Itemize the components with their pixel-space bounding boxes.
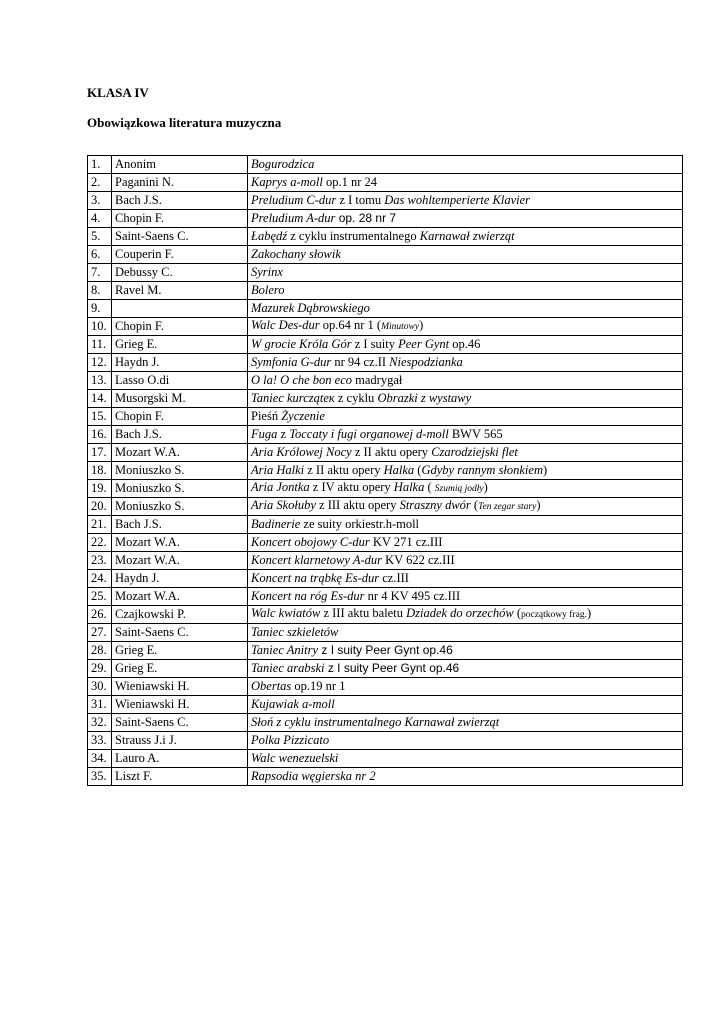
work-text-segment: z I suity Peer Gynt op.46 <box>324 661 460 675</box>
table-row <box>88 246 683 264</box>
table-row <box>88 318 683 336</box>
composer-cell: Liszt F. <box>112 768 248 786</box>
work-text-segment: Bolero <box>251 283 285 297</box>
table-row <box>88 462 683 480</box>
work-cell <box>248 210 683 228</box>
work-text-segment: Toccaty i fugi organowej d-moll <box>289 427 449 441</box>
work-text-segment: madrygał <box>352 373 403 387</box>
table-row <box>88 570 683 588</box>
work-text-segment: z cyklu instrumentalnego <box>287 229 420 243</box>
work-cell <box>248 444 683 462</box>
work-text-segment: Preludium C-dur <box>251 193 337 207</box>
table-row <box>88 444 683 462</box>
work-text-segment: Straszny dwór <box>399 498 471 512</box>
row-number: 14. <box>88 390 112 408</box>
table-row <box>88 264 683 282</box>
work-text-segment: cz.III <box>379 571 409 585</box>
composer-cell: Grieg E. <box>112 642 248 660</box>
work-text-segment: Aria Skołuby <box>251 498 316 512</box>
work-text-segment: ) <box>586 606 592 620</box>
table-row <box>88 282 683 300</box>
work-text-segment: ( <box>470 498 479 512</box>
work-cell <box>248 336 683 354</box>
work-text-segment: Rapsodia węgierska nr 2 <box>251 769 376 783</box>
table-row <box>88 696 683 714</box>
table-row <box>88 516 683 534</box>
work-text-segment: z II aktu opery <box>304 463 384 477</box>
work-text-segment: ) <box>419 318 424 332</box>
table-row <box>88 678 683 696</box>
row-number: 19. <box>88 480 112 498</box>
table-row <box>88 390 683 408</box>
literature-table <box>87 155 683 786</box>
composer-cell: Musorgski M. <box>112 390 248 408</box>
work-cell <box>248 156 683 174</box>
work-text-segment: ) <box>483 480 488 494</box>
work-text-segment: ( <box>414 463 422 477</box>
row-number: 5. <box>88 228 112 246</box>
work-text-segment: Słoń z cyklu instrumentalnego Karnawał zwierząt <box>251 715 500 729</box>
composer-cell: Lasso O.di <box>112 372 248 390</box>
table-row <box>88 552 683 570</box>
composer-cell: Saint-Saens C. <box>112 714 248 732</box>
work-cell <box>248 750 683 768</box>
work-cell <box>248 390 683 408</box>
work-cell <box>248 318 683 336</box>
composer-cell: Lauro A. <box>112 750 248 768</box>
work-text-segment: op.64 nr 1 ( <box>319 318 382 332</box>
row-number: 17. <box>88 444 112 462</box>
work-cell <box>248 354 683 372</box>
table-row <box>88 642 683 660</box>
work-text-segment: początkowy frag. <box>521 610 587 620</box>
work-text-segment: Taniec Anitry <box>251 643 319 657</box>
work-cell <box>248 480 683 498</box>
work-cell <box>248 606 683 624</box>
work-text-segment: Zakochany słowik <box>251 247 341 261</box>
row-number: 28. <box>88 642 112 660</box>
row-number: 18. <box>88 462 112 480</box>
composer-cell: Saint-Saens C. <box>112 624 248 642</box>
work-cell <box>248 516 683 534</box>
composer-cell: Mozart W.A. <box>112 588 248 606</box>
work-text-segment: Mazurek Dąbrowskiego <box>251 301 370 315</box>
work-text-segment: Aria Halki <box>251 463 305 477</box>
composer-cell: Grieg E. <box>112 660 248 678</box>
composer-cell: Wieniawski H. <box>112 696 248 714</box>
table-row <box>88 732 683 750</box>
composer-cell: Couperin F. <box>112 246 248 264</box>
work-text-segment: Ten zegar stary <box>478 502 537 512</box>
work-text-segment: ( <box>424 480 435 494</box>
composer-cell: Moniuszko S. <box>112 498 248 516</box>
work-text-segment: z I suity Peer Gynt op.46 <box>318 643 453 657</box>
row-number: 26. <box>88 606 112 624</box>
work-cell <box>248 570 683 588</box>
work-cell <box>248 534 683 552</box>
row-number: 10. <box>88 318 112 336</box>
composer-cell: Mozart W.A. <box>112 444 248 462</box>
table-row <box>88 534 683 552</box>
composer-cell: Mozart W.A. <box>112 534 248 552</box>
table-row <box>88 372 683 390</box>
work-cell <box>248 426 683 444</box>
work-text-segment: Preludium A-dur <box>251 211 336 225</box>
work-text-segment: op. 28 nr 7 <box>335 211 397 225</box>
work-text-segment: Kujawiak a-moll <box>251 697 335 711</box>
work-text-segment: Kaprys a-moll <box>251 175 323 189</box>
work-text-segment: z <box>277 427 290 441</box>
work-text-segment: Łabędź <box>251 229 288 243</box>
work-text-segment: op.46 <box>449 337 481 351</box>
composer-cell: Paganini N. <box>112 174 248 192</box>
work-text-segment: ) <box>536 498 541 512</box>
table-row <box>88 408 683 426</box>
work-text-segment: Taniec kurcząteк <box>251 391 335 405</box>
work-text-segment: z II aktu opery <box>351 445 432 459</box>
work-cell <box>248 696 683 714</box>
work-text-segment: Badinerie <box>251 517 301 531</box>
row-number: 22. <box>88 534 112 552</box>
work-text-segment: Taniec arabski <box>251 661 325 675</box>
work-text-segment: Walc kwiatów <box>251 606 321 620</box>
work-text-segment: KV 622 cz.III <box>382 553 455 567</box>
row-number: 1. <box>88 156 112 174</box>
work-text-segment: ( <box>513 606 521 620</box>
table-row <box>88 210 683 228</box>
table-row <box>88 336 683 354</box>
work-text-segment: Fuga <box>251 427 278 441</box>
row-number: 12. <box>88 354 112 372</box>
work-text-segment: W grocie Króla Gór <box>251 337 352 351</box>
work-cell <box>248 372 683 390</box>
row-number: 34. <box>88 750 112 768</box>
composer-cell: Bach J.S. <box>112 192 248 210</box>
work-cell <box>248 282 683 300</box>
work-text-segment: op.19 nr 1 <box>291 679 346 693</box>
work-text-segment: KV 271 cz.III <box>369 535 443 549</box>
row-number: 15. <box>88 408 112 426</box>
literature-table-body <box>88 156 683 786</box>
work-cell <box>248 768 683 786</box>
row-number: 33. <box>88 732 112 750</box>
row-number: 23. <box>88 552 112 570</box>
row-number: 8. <box>88 282 112 300</box>
composer-cell: Haydn J. <box>112 354 248 372</box>
composer-cell: Mozart W.A. <box>112 552 248 570</box>
table-row <box>88 174 683 192</box>
work-text-segment: Walc wenezuelski <box>251 751 339 765</box>
composer-cell: Bach J.S. <box>112 426 248 444</box>
work-text-segment: nr 4 KV 495 cz.III <box>364 589 461 603</box>
table-row <box>88 498 683 516</box>
row-number: 4. <box>88 210 112 228</box>
work-text-segment: Obrazki z wystawy <box>377 391 472 405</box>
composer-cell: Grieg E. <box>112 336 248 354</box>
work-cell <box>248 552 683 570</box>
work-cell <box>248 246 683 264</box>
work-text-segment: Das wohltemperierte Klavier <box>384 193 531 207</box>
work-text-segment: Karnawał zwierząt <box>419 229 515 243</box>
list-subtitle: Obowiązkowa literatura muzyczna <box>87 115 282 130</box>
work-cell <box>248 624 683 642</box>
table-row <box>88 660 683 678</box>
work-cell <box>248 498 683 516</box>
work-text-segment: Walc Des-dur <box>251 318 320 332</box>
row-number: 2. <box>88 174 112 192</box>
table-row <box>88 624 683 642</box>
composer-cell: Wieniawski H. <box>112 678 248 696</box>
row-number: 3. <box>88 192 112 210</box>
work-text-segment: Symfonia G-dur <box>251 355 332 369</box>
work-text-segment: ) <box>542 463 548 477</box>
row-number: 32. <box>88 714 112 732</box>
row-number: 21. <box>88 516 112 534</box>
work-text-segment: Koncert na róg Es-dur <box>251 589 365 603</box>
row-number: 30. <box>88 678 112 696</box>
work-cell <box>248 462 683 480</box>
work-cell <box>248 408 683 426</box>
composer-cell: Chopin F. <box>112 318 248 336</box>
row-number: 9. <box>88 300 112 318</box>
composer-cell: Chopin F. <box>112 210 248 228</box>
work-text-segment: Szumią jodły <box>434 484 484 494</box>
composer-cell <box>112 300 248 318</box>
work-text-segment: z III aktu baletu <box>320 606 407 620</box>
work-cell <box>248 588 683 606</box>
composer-cell: Debussy C. <box>112 264 248 282</box>
work-text-segment: nr 94 cz.II <box>331 355 390 369</box>
table-row <box>88 588 683 606</box>
table-row <box>88 354 683 372</box>
work-text-segment: ze suity orkiestr.h-moll <box>300 517 420 531</box>
work-text-segment: op.1 nr 24 <box>322 175 378 189</box>
work-cell <box>248 192 683 210</box>
work-cell <box>248 642 683 660</box>
work-cell <box>248 732 683 750</box>
table-row <box>88 768 683 786</box>
class-title: KLASA IV <box>87 85 149 100</box>
work-text-segment: Pieśń <box>251 409 282 423</box>
row-number: 6. <box>88 246 112 264</box>
table-row <box>88 750 683 768</box>
work-text-segment: z cyklu <box>334 391 378 405</box>
row-number: 29. <box>88 660 112 678</box>
row-number: 35. <box>88 768 112 786</box>
work-text-segment: Halka <box>383 463 415 477</box>
composer-cell: Bach J.S. <box>112 516 248 534</box>
row-number: 13. <box>88 372 112 390</box>
composer-cell: Moniuszko S. <box>112 480 248 498</box>
work-text-segment: Polka Pizzicato <box>251 733 330 747</box>
row-number: 20. <box>88 498 112 516</box>
row-number: 16. <box>88 426 112 444</box>
work-text-segment: Dziadek do orzechów <box>406 606 514 620</box>
composer-cell: Strauss J.i J. <box>112 732 248 750</box>
work-cell <box>248 264 683 282</box>
work-text-segment: O la! O che bon eco <box>251 373 353 387</box>
composer-cell: Haydn J. <box>112 570 248 588</box>
work-text-segment: Minutowy <box>381 322 420 332</box>
work-cell <box>248 300 683 318</box>
work-text-segment: z III aktu opery <box>315 498 400 512</box>
composer-cell: Moniuszko S. <box>112 462 248 480</box>
table-row <box>88 300 683 318</box>
work-cell <box>248 714 683 732</box>
work-text-segment: Taniec szkieletów <box>251 625 339 639</box>
table-row <box>88 480 683 498</box>
work-text-segment: BWV 565 <box>448 427 503 441</box>
table-row <box>88 606 683 624</box>
table-row <box>88 192 683 210</box>
work-text-segment: Syrinx <box>251 265 283 279</box>
work-text-segment: Obertas <box>251 679 292 693</box>
work-cell <box>248 660 683 678</box>
work-text-segment: z IV aktu opery <box>309 480 394 494</box>
work-text-segment: Bogurodzica <box>251 157 315 171</box>
work-text-segment: Aria Jontka <box>251 480 310 494</box>
work-cell <box>248 678 683 696</box>
row-number: 7. <box>88 264 112 282</box>
composer-cell: Saint-Saens C. <box>112 228 248 246</box>
work-text-segment: Halka <box>393 480 425 494</box>
work-text-segment: z I suity <box>351 337 399 351</box>
work-text-segment: Koncert obojowy C-dur <box>251 535 370 549</box>
work-text-segment: Czarodziejski flet <box>431 445 518 459</box>
row-number: 25. <box>88 588 112 606</box>
work-text-segment: Gdyby rannym słonkiem <box>421 463 543 477</box>
work-text-segment: Niespodzianka <box>389 355 463 369</box>
composer-cell: Anonim <box>112 156 248 174</box>
composer-cell: Czajkowski P. <box>112 606 248 624</box>
composer-cell: Ravel M. <box>112 282 248 300</box>
work-text-segment: Peer Gynt <box>398 337 450 351</box>
work-cell <box>248 174 683 192</box>
work-text-segment: z I tomu <box>336 193 385 207</box>
table-row <box>88 714 683 732</box>
table-row <box>88 156 683 174</box>
work-text-segment: Aria Królowej Nocy <box>251 445 352 459</box>
table-row <box>88 228 683 246</box>
work-text-segment: Życzenie <box>281 409 325 423</box>
row-number: 24. <box>88 570 112 588</box>
composer-cell: Chopin F. <box>112 408 248 426</box>
row-number: 31. <box>88 696 112 714</box>
table-row <box>88 426 683 444</box>
row-number: 27. <box>88 624 112 642</box>
work-text-segment: Koncert na trąbkę Es-dur <box>251 571 380 585</box>
row-number: 11. <box>88 336 112 354</box>
work-text-segment: Koncert klarnetowy A-dur <box>251 553 382 567</box>
work-cell <box>248 228 683 246</box>
